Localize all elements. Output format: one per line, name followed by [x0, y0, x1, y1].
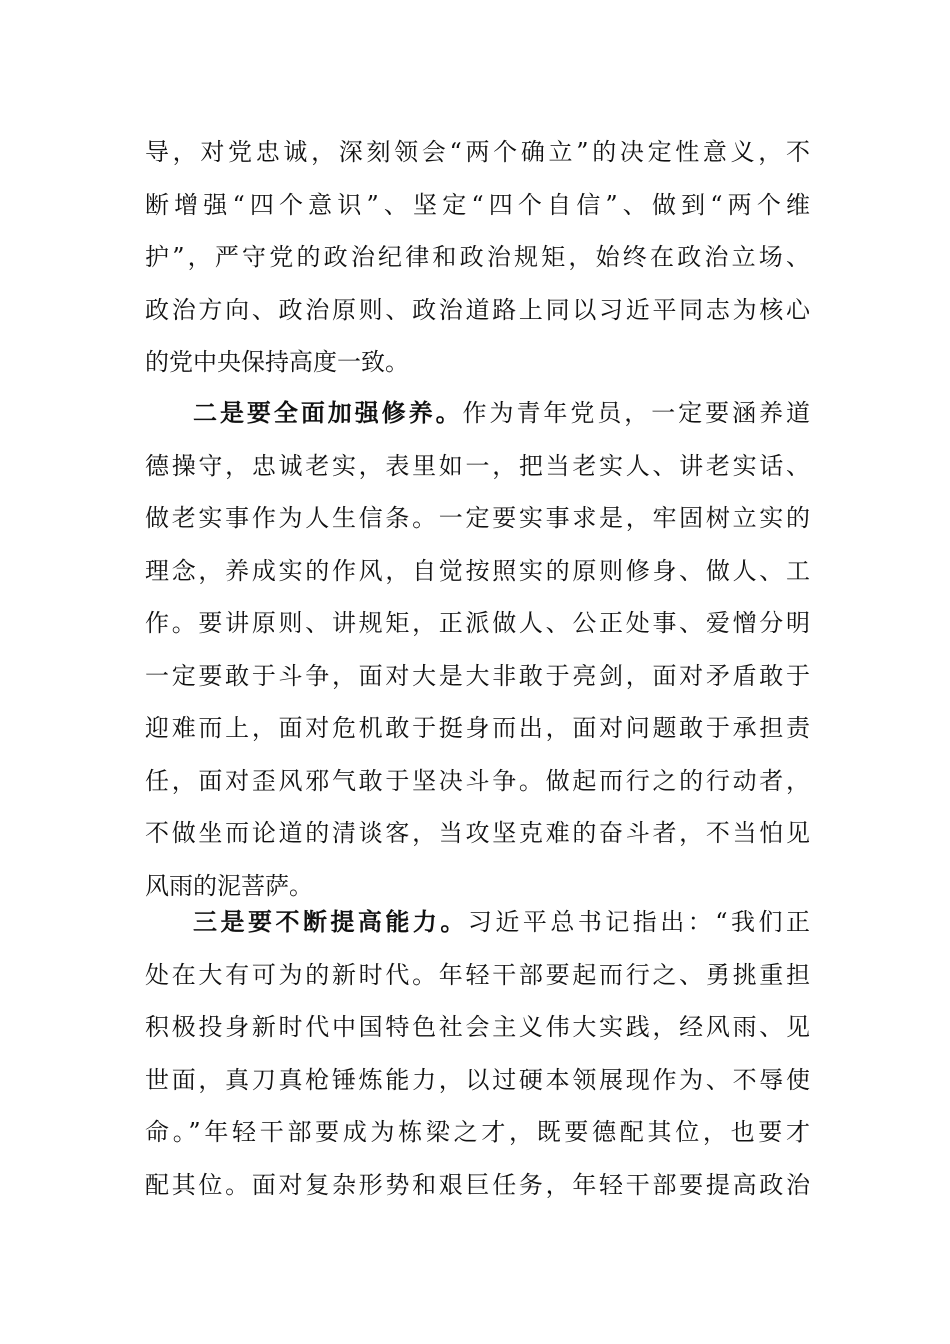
section-heading: 三是要不断提高能力。: [193, 907, 468, 936]
text-line: 理念，养成实的作风，自觉按照实的原则修身、做人、工: [145, 556, 810, 585]
text-line: 做老实事作为人生信条。一定要实事求是，牢固树立实的: [145, 504, 810, 532]
text-line: 导，对党忠诚，深刻领会“两个确立”的决定性意义，不: [145, 138, 810, 166]
paragraph-cultivation: [145, 387, 810, 912]
text-line: 任，面对歪风邪气敢于坚决斗争。做起而行之的行动者，: [145, 766, 810, 795]
text-line: 德操守，忠诚老实，表里如一，把当老实人、讲老实话、: [145, 451, 810, 480]
text-line: 的党中央保持高度一致。: [145, 348, 409, 376]
paragraph-ability: [145, 896, 810, 1211]
first-line: [145, 387, 810, 440]
paragraph-loyalty: [145, 126, 810, 389]
text-line: 断增强“四个意识”、坚定“四个自信”、做到“两个维: [145, 190, 810, 219]
first-line-text: 作为青年党员，一定要涵养道: [462, 399, 811, 427]
text-line: 命。”年轻干部要成为栋梁之才，既要德配其位，也要才: [145, 1118, 810, 1146]
text-line: 一定要敢于斗争，面对大是大非敢于亮剑，面对矛盾敢于: [145, 661, 810, 690]
text-line: 配其位。面对复杂形势和艰巨任务，年轻干部要提高政治: [145, 1170, 810, 1199]
text-line: 不做坐而论道的清谈客，当攻坚克难的奋斗者，不当怕见: [145, 819, 810, 847]
text-line: 风雨的泥菩萨。: [145, 871, 313, 900]
text-line: 处在大有可为的新时代。年轻干部要起而行之、勇挑重担: [145, 960, 810, 989]
first-line-text: 习近平总书记指出：“我们正: [467, 908, 810, 936]
text-line: 世面，真刀真枪锤炼能力，以过硬本领展现作为、不辱使: [145, 1065, 810, 1094]
text-line: 作。要讲原则、讲规矩，正派做人、公正处事、爱憎分明: [145, 609, 810, 637]
text-line: 积极投身新时代中国特色社会主义伟大实践，经风雨、见: [145, 1013, 810, 1041]
text-line: 护”，严守党的政治纪律和政治规矩，始终在政治立场、: [145, 243, 810, 271]
section-heading: 二是要全面加强修养。: [193, 398, 463, 427]
text-line: 迎难而上，面对危机敢于挺身而出，面对问题敢于承担责: [145, 714, 810, 742]
first-line: [145, 896, 810, 949]
text-line: 政治方向、政治原则、政治道路上同以习近平同志为核心: [145, 295, 810, 324]
